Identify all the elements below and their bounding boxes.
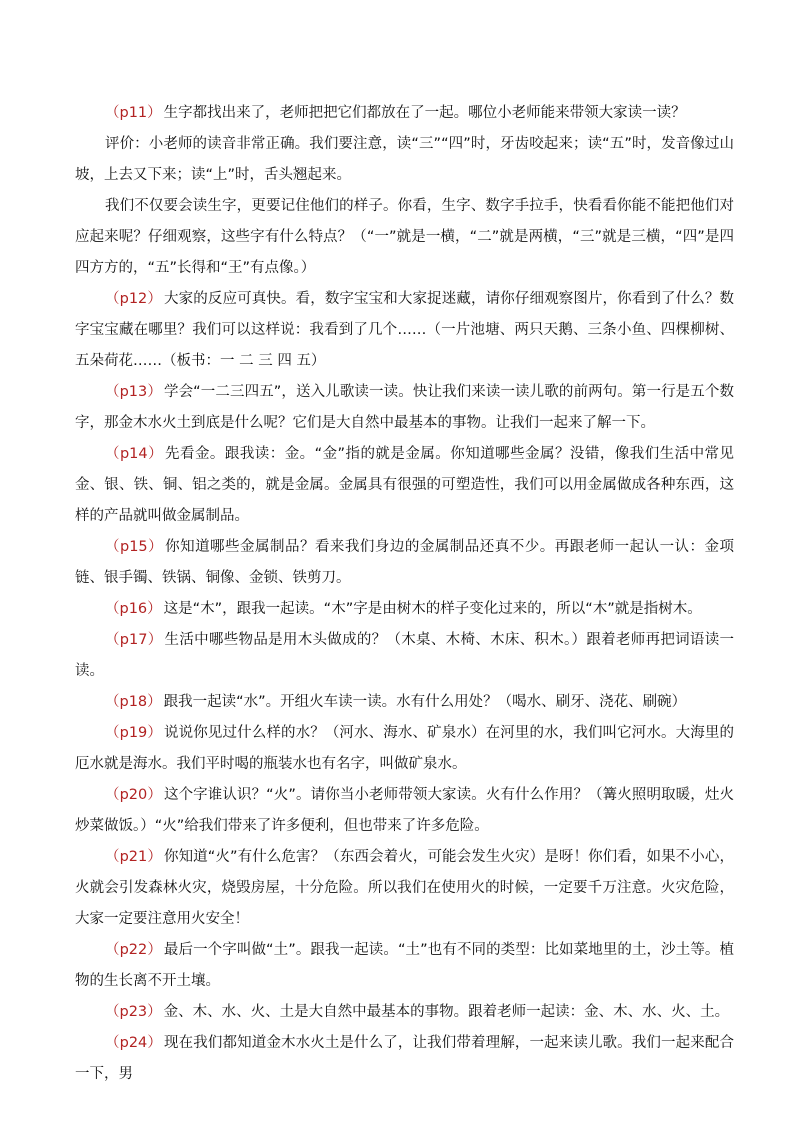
paragraph-text: 你知道哪些金属制品？看来我们身边的金属制品还真不少。再跟老师一起认一认：金项链、银手镯、铁锅、铜像、金锁、铁剪刀。: [75, 539, 734, 586]
paragraph-text: 最后一个字叫做“土”。跟我一起读。“土”也有不同的类型：比如菜地里的土，沙土等。植物的生长离不开土壤。: [75, 942, 734, 989]
paragraph-evaluation: [75, 129, 734, 191]
paragraph-p15: [75, 532, 734, 594]
page-label: （p18）: [105, 694, 162, 710]
paragraph-p17: [75, 625, 734, 687]
paragraph-text: 金、木、水、火、土是大自然中最基本的事物。跟着老师一起读：金、木、水、火、土。: [163, 1004, 730, 1020]
paragraph-text: 评价：小老师的读音非常正确。我们要注意，读“三”“四”时，牙齿咬起来；读“五”时，发音像过山坡，上去又下来；读“上”时，舌头翘起来。: [75, 136, 734, 183]
page-label: （p16）: [105, 601, 162, 617]
paragraph-p20: [75, 780, 734, 842]
paragraph-p22: [75, 935, 734, 997]
paragraph-text: 说说你见过什么样的水？（河水、海水、矿泉水）在河里的水，我们叫它河水。大海里的厄水就是海水。我们平时喝的瓶装水也有名字，叫做矿泉水。: [75, 725, 735, 772]
paragraph-text: 学会“一二三四五”，送入儿歌读一读。快让我们来读一读儿歌的前两句。第一行是五个数字，那金木水火土到底是什么呢？它们是大自然中最基本的事物。让我们一起来了解一下。: [75, 384, 734, 431]
paragraph-p19: [75, 718, 734, 780]
page-label: （p22）: [105, 942, 162, 958]
page-label: （p15）: [105, 539, 164, 555]
paragraph-p11: [75, 98, 734, 129]
paragraph-text: 你知道“火”有什么危害？（东西会着火，可能会发生火灾）是呀！你们看，如果不小心，火就会引发森林火灾，烧毁房屋，十分危险。所以我们在使用火的时候，一定要千万注意。火灾危险，大家一定要注意用火安全！: [75, 849, 734, 927]
paragraph-p21: [75, 842, 734, 935]
page-label: （p21）: [105, 849, 162, 865]
page-label: （p12）: [105, 291, 163, 307]
page-label: （p17）: [105, 632, 163, 648]
paragraph-text: 生字都找出来了，老师把把它们都放在了一起。哪位小老师能来带领大家读一读？: [163, 105, 686, 121]
paragraph-text: 大家的反应可真快。看，数字宝宝和大家捉迷藏，请你仔细观察图片，你看到了什么？数字宝宝藏在哪里？我们可以这样说：我看到了几个……（一片池塘、两只天鹅、三条小鱼、四棵柳树、五朵荷花……（板书：一 二 三 四 五）: [75, 291, 735, 369]
page-label: （p20）: [105, 787, 162, 803]
paragraph-text: 这个字谁认识？“火”。请你当小老师带领大家读。火有什么作用？（篝火照明取暖，灶火炒菜做饭。）“火”给我们带来了许多便利，但也带来了许多危险。: [75, 787, 734, 834]
page-label: （p19）: [105, 725, 163, 741]
paragraph-p18: [75, 687, 734, 718]
paragraph-p24: [75, 1028, 734, 1090]
paragraph-text: 先看金。跟我读：金。“金”指的就是金属。你知道哪些金属？没错，像我们生活中常见金、银、铁、铜、铝之类的，就是金属。金属具有很强的可塑造性，我们可以用金属做成各种东西，这样的产品就叫做金属制品。: [75, 446, 734, 524]
page-label: （p14）: [105, 446, 164, 462]
paragraph-p14: [75, 439, 734, 532]
paragraph-text: 跟我一起读“水”。开组火车读一读。水有什么用处？（喝水、刷牙、浇花、刷碗）: [163, 694, 687, 710]
paragraph-p16: [75, 594, 734, 625]
paragraph-text: 生活中哪些物品是用木头做成的？（木桌、木椅、木床、积木。）跟着老师再把词语读一读。: [75, 632, 735, 679]
paragraph-features: [75, 191, 734, 284]
page-label: （p13）: [105, 384, 162, 400]
paragraph-p12: [75, 284, 734, 377]
paragraph-p13: [75, 377, 734, 439]
page-label: （p24）: [105, 1035, 163, 1051]
page-label: （p23）: [105, 1004, 162, 1020]
paragraph-text: 现在我们都知道金木水火土是什么了，让我们带着理解，一起来读儿歌。我们一起来配合一下，男: [75, 1035, 735, 1082]
paragraph-p23: [75, 997, 734, 1028]
paragraph-text: 这是“木”，跟我一起读。“木”字是由树木的样子变化过来的，所以“木”就是指树木。: [163, 601, 702, 617]
page-label: （p11）: [105, 105, 162, 121]
paragraph-text: 我们不仅要会读生字，更要记住他们的样子。你看，生字、数字手拉手，快看看你能不能把他们对应起来呢？仔细观察，这些字有什么特点？（“一”就是一横，“二”就是两横，“三”就是三横，“四”是四四方方的，“五”长得和“王”有点像。）: [75, 198, 734, 276]
